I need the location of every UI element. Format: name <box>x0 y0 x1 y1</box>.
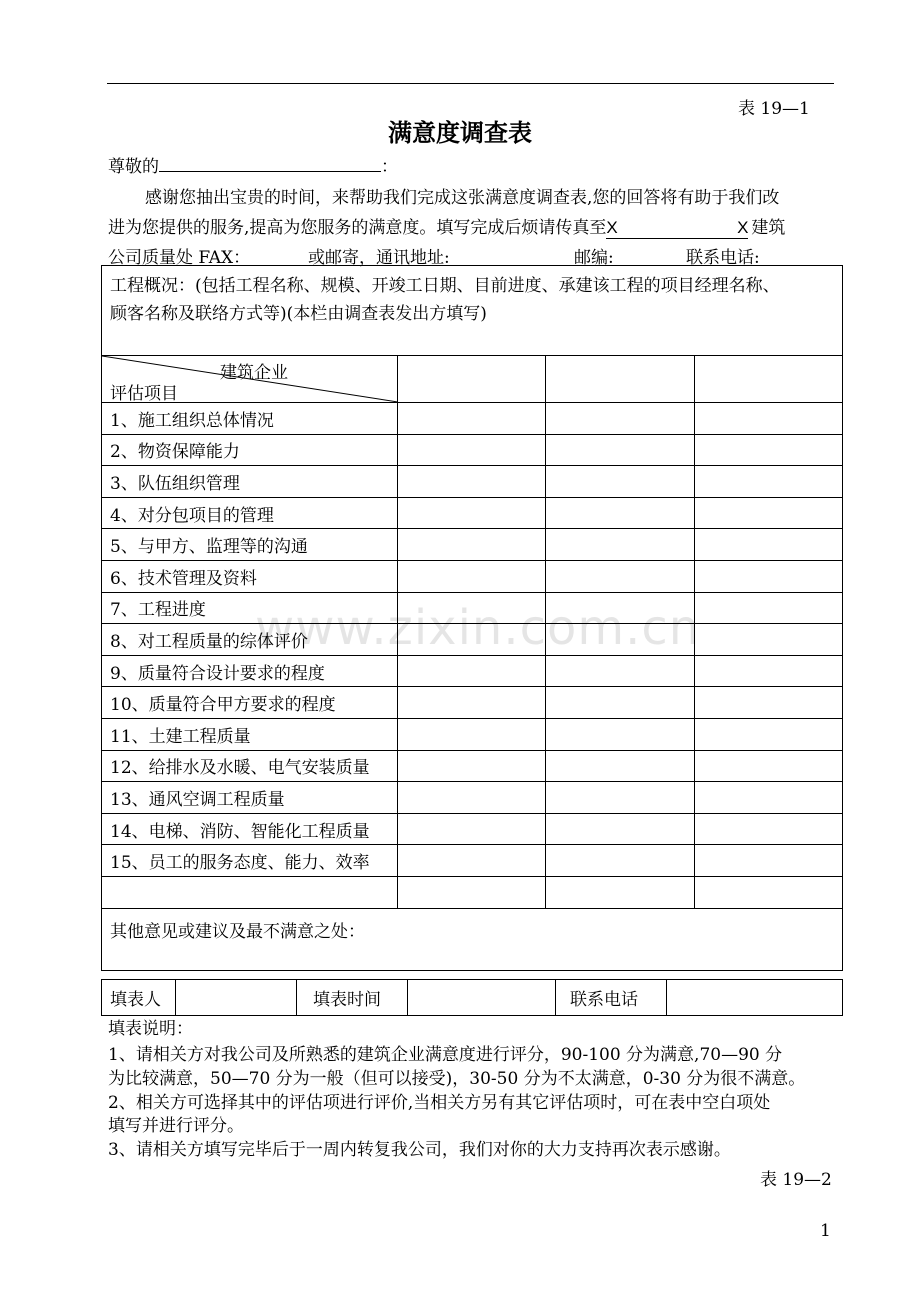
mail-address-label: 或邮寄，通讯地址: <box>308 248 450 268</box>
score-cell[interactable] <box>546 560 695 592</box>
table-row <box>102 750 843 782</box>
evaluation-item-label: 10、质量符合甲方要求的程度 <box>102 687 398 719</box>
fill-date-label: 填表时间 <box>297 980 408 1016</box>
score-cell[interactable] <box>546 845 695 877</box>
score-cell[interactable] <box>546 782 695 814</box>
note-2b: 填写并进行评分。 <box>108 1116 244 1136</box>
table-number-bottom: 表 19—2 <box>760 1170 832 1190</box>
score-cell[interactable] <box>546 655 695 687</box>
recipient-blank[interactable] <box>159 171 381 172</box>
overview-row <box>102 266 843 356</box>
score-cell[interactable] <box>546 750 695 782</box>
salutation <box>108 152 398 177</box>
score-cell[interactable] <box>695 497 843 529</box>
score-cell[interactable] <box>695 466 843 498</box>
company-name-cell[interactable] <box>546 356 695 403</box>
table-row <box>102 403 843 435</box>
fax-label: 公司质量处 FAX： <box>108 248 251 268</box>
score-cell[interactable] <box>546 718 695 750</box>
custom-item-row <box>102 876 843 908</box>
score-cell[interactable] <box>398 560 546 592</box>
matrix-header-row <box>102 356 843 403</box>
custom-item-label-cell[interactable] <box>102 876 398 908</box>
score-cell[interactable] <box>398 782 546 814</box>
score-cell[interactable] <box>398 466 546 498</box>
postcode-label: 邮编: <box>574 248 614 268</box>
table-row <box>102 845 843 877</box>
contact-phone-label: 联系电话 <box>556 980 667 1016</box>
table-row <box>102 529 843 561</box>
intro-line-2-end: 建筑 <box>751 218 786 238</box>
score-cell[interactable] <box>695 750 843 782</box>
score-cell[interactable] <box>546 497 695 529</box>
evaluation-item-label: 7、工程进度 <box>102 592 398 624</box>
filler-input[interactable] <box>176 980 297 1016</box>
overview-line-1: 工程概况：(包括工程名称、规模、开竣工日期、目前进度、承建该工程的项目经理名称、 <box>110 276 780 296</box>
score-cell[interactable] <box>695 718 843 750</box>
phone-label: 联系电话: <box>686 248 760 268</box>
evaluation-item-label: 13、通风空调工程质量 <box>102 782 398 814</box>
score-cell[interactable] <box>546 813 695 845</box>
salutation-prefix: 尊敬的 <box>108 157 159 177</box>
company-name-cell[interactable] <box>398 356 546 403</box>
signature-table <box>101 979 843 1016</box>
score-cell[interactable] <box>398 529 546 561</box>
x-mark-right: X <box>737 218 749 237</box>
note-1b: 为比较满意，50—70 分为一般（但可以接受)，30-50 分为不太满意，0-30 分为很不满意。 <box>108 1069 806 1089</box>
evaluation-item-label: 2、物资保障能力 <box>102 434 398 466</box>
filler-label: 填表人 <box>102 980 176 1016</box>
page-title: 满意度调查表 <box>388 119 532 147</box>
table-number-top: 表 19—1 <box>738 99 810 119</box>
signature-row <box>102 980 843 1016</box>
overview-line-2: 顾客名称及联络方式等)(本栏由调查表发出方填写) <box>110 304 487 324</box>
intro-line-1: 感谢您抽出宝贵的时间，来帮助我们完成这张满意度调查表,您的回答将有助于我们改 <box>145 188 780 208</box>
score-cell[interactable] <box>695 624 843 656</box>
score-cell[interactable] <box>398 434 546 466</box>
score-cell[interactable] <box>546 876 695 908</box>
score-cell[interactable] <box>398 813 546 845</box>
score-cell[interactable] <box>695 687 843 719</box>
table-row <box>102 687 843 719</box>
fill-date-input[interactable] <box>408 980 556 1016</box>
intro-line-2 <box>108 213 785 239</box>
evaluation-item-label: 8、对工程质量的综体评价 <box>102 624 398 656</box>
evaluation-item-label: 4、对分包项目的管理 <box>102 497 398 529</box>
evaluation-item-label: 14、电梯、消防、智能化工程质量 <box>102 813 398 845</box>
note-3: 3、请相关方填写完毕后于一周内转复我公司，我们对你的大力支持再次表示感谢。 <box>108 1140 731 1160</box>
score-cell[interactable] <box>546 466 695 498</box>
evaluation-item-label: 6、技术管理及资料 <box>102 560 398 592</box>
score-cell[interactable] <box>398 687 546 719</box>
score-cell[interactable] <box>695 813 843 845</box>
item-header: 评估项目 <box>110 384 178 403</box>
contact-phone-input[interactable] <box>667 980 843 1016</box>
score-cell[interactable] <box>695 655 843 687</box>
score-cell[interactable] <box>398 876 546 908</box>
evaluation-item-label: 9、质量符合设计要求的程度 <box>102 655 398 687</box>
score-cell[interactable] <box>695 782 843 814</box>
evaluation-item-label: 12、给排水及水暖、电气安装质量 <box>102 750 398 782</box>
note-1a: 1、请相关方对我公司及所熟悉的建筑企业满意度进行评分，90-100 分为满意,70—90 分 <box>108 1045 783 1065</box>
company-header: 建筑企业 <box>220 363 288 383</box>
table-row <box>102 813 843 845</box>
other-comments-cell[interactable]: 其他意见或建议及最不满意之处： <box>102 908 843 970</box>
score-cell[interactable] <box>695 403 843 435</box>
score-cell[interactable] <box>546 529 695 561</box>
score-cell[interactable] <box>695 529 843 561</box>
other-comments-row <box>102 908 843 970</box>
score-cell[interactable] <box>398 750 546 782</box>
score-cell[interactable] <box>546 687 695 719</box>
table-row <box>102 497 843 529</box>
note-2a: 2、相关方可选择其中的评估项进行评价,当相关方另有其它评估项时，可在表中空白项处 <box>108 1093 771 1113</box>
evaluation-item-label: 1、施工组织总体情况 <box>102 403 398 435</box>
site-watermark: www.zixin.com.cn <box>255 600 701 656</box>
score-cell[interactable] <box>398 655 546 687</box>
diagonal-header-cell <box>102 356 398 403</box>
score-cell[interactable] <box>398 845 546 877</box>
notes-heading: 填表说明： <box>108 1019 193 1039</box>
table-row <box>102 718 843 750</box>
score-cell[interactable] <box>695 845 843 877</box>
table-row <box>102 655 843 687</box>
header-rule <box>107 83 834 84</box>
project-overview-cell[interactable] <box>102 266 843 356</box>
score-cell[interactable] <box>695 876 843 908</box>
score-cell[interactable] <box>398 497 546 529</box>
table-row <box>102 434 843 466</box>
score-cell[interactable] <box>695 434 843 466</box>
evaluation-item-label: 3、队伍组织管理 <box>102 466 398 498</box>
fax-company-blank[interactable] <box>606 218 748 239</box>
score-cell[interactable] <box>398 718 546 750</box>
salutation-suffix: ： <box>381 157 398 177</box>
table-row <box>102 782 843 814</box>
table-row <box>102 560 843 592</box>
table-row <box>102 466 843 498</box>
score-cell[interactable] <box>695 592 843 624</box>
evaluation-item-label: 5、与甲方、监理等的沟通 <box>102 529 398 561</box>
page-number: 1 <box>820 1221 831 1241</box>
score-cell[interactable] <box>546 403 695 435</box>
x-mark-left: X <box>606 218 618 237</box>
intro-line-2-text: 进为您提供的服务,提高为您服务的满意度。填写完成后烦请传真至 <box>108 218 607 238</box>
score-cell[interactable] <box>695 560 843 592</box>
score-cell[interactable] <box>398 403 546 435</box>
company-name-cell[interactable] <box>695 356 843 403</box>
score-cell[interactable] <box>546 434 695 466</box>
evaluation-item-label: 11、土建工程质量 <box>102 718 398 750</box>
evaluation-item-label: 15、员工的服务态度、能力、效率 <box>102 845 398 877</box>
